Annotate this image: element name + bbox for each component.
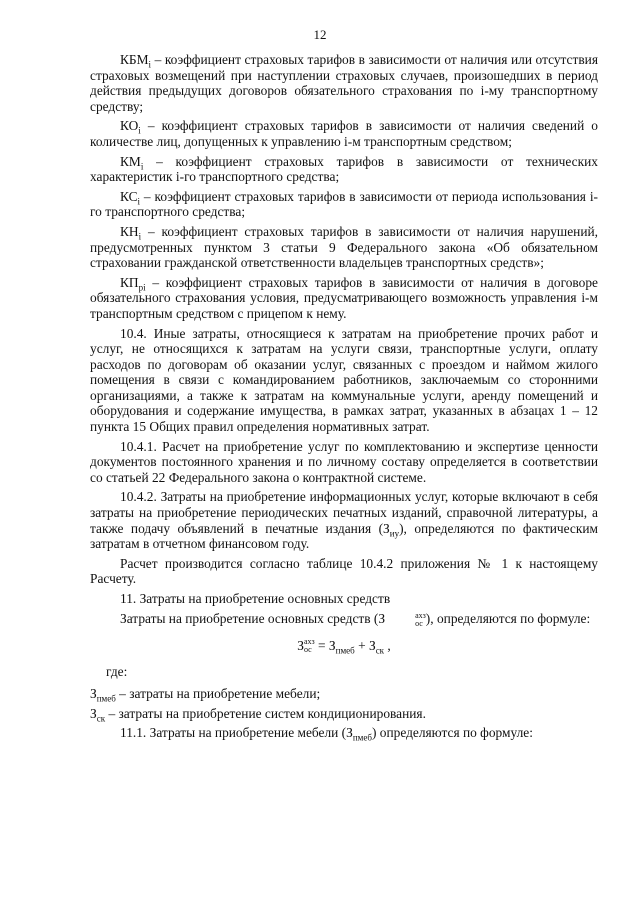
definition-kp: $КП_{pi}$ – коэффициент страховых тарифов в зависимости от наличия в договоре обязательного страхования условия, предусматривающего возможность управления i-м транспортным средством с прицепом к нему.	[90, 274, 598, 321]
definition-text: – коэффициент страховых тарифов в зависимости от технических характеристик i-го транспортного средства;	[90, 153, 598, 185]
definition-km: $КМ_i$ – коэффициент страховых тарифов в зависимости от технических характеристик i-го транспортного средства;	[90, 153, 598, 185]
definition-ks: $КС_i$ – коэффициент страховых тарифов в зависимости от периода использования i-го транспортного средства;	[90, 188, 598, 220]
definition-text: – коэффициент страховых тарифов в зависимости от наличия или отсутствия страховых возмещений при наступлении страховых случаев, произошедших в период действия предыдущих договоров обязательного страхования по i-му транспортному средству;	[90, 52, 598, 114]
document-body	[90, 52, 598, 745]
symbol: КС	[120, 188, 138, 204]
paragraph-11-intro: Затраты на приобретение основных средств (З axз ос ), определяются по формуле:	[120, 610, 591, 628]
definition-text: – коэффициент страховых тарифов в зависимости от наличия нарушений, предусмотренных пунктом 3 статьи 9 Федерального закона «Об обязательном страховании гражданской ответственности владельцев транспортных средств»;	[90, 223, 598, 271]
definition-text: – коэффициент страховых тарифов в зависимости от наличия в договоре обязательного страхования условия, предусматривающего возможность управления i-м транспортным средством с прицепом к нему.	[90, 274, 598, 321]
section-heading-11: 11. Затраты на приобретение основных средств	[120, 591, 391, 606]
symbol: КБМ	[120, 52, 149, 67]
definition-conditioning: $З_{ск}$ – затраты на приобретение систем кондиционирования.	[90, 705, 426, 724]
superscript-subscript: axз ос	[415, 610, 426, 628]
paragraph-10-4-2: 10.4.2. Затраты на приобретение информационных услуг, которые включают в себя затраты на приобретение периодических печатных изданий, справочной литературы, а также подачу объявлений в печатные издания $(З_{иу})$, определяются по фактическим затратам в отчетном финансовом году.	[90, 489, 598, 552]
symbol: КО	[120, 118, 139, 134]
paragraph-11-1: 11.1. Затраты на приобретение мебели $(З_{пмеб})$ определяются по формуле:	[120, 725, 533, 743]
paragraph-10-4: 10.4. Иные затраты, относящиеся к затратам на приобретение прочих работ и услуг, не относящихся к затратам на услуги связи, транспортные услуги, оплату расходов по договорам об оказании услуг, связанных с проездом и наймом жилого помещения в связи с командированием работников, заключаемым со сторонними организациями, а также к затратам на коммунальные услуги, аренду помещений и оборудования и содержание имущества, в рамках затрат, указанных в абзацах 1 – 12 пункта 15 Общих правил определения нормативных затрат.	[90, 325, 598, 435]
definition-text: – коэффициент страховых тарифов в зависимости от наличия сведений о количестве лиц, допущенных к управлению i-м транспортным средством;	[90, 118, 598, 149]
symbol: КП	[120, 274, 139, 290]
symbol: КМ	[120, 153, 141, 169]
definition-ko: $КО_i$ – коэффициент страховых тарифов в зависимости от наличия сведений о количестве лиц, допущенных к управлению i-м транспортным средством;	[90, 118, 598, 149]
formula: З axз ос = $З_{пмеб} + З_{ск}$ ,	[297, 637, 391, 656]
page-number: 12	[313, 27, 327, 42]
definition-text: – коэффициент страховых тарифов в зависимости от периода использования i-го транспортного средства;	[90, 188, 598, 220]
where-label: где:	[106, 664, 128, 680]
definition-kn: $КН_i$ – коэффициент страховых тарифов в зависимости от наличия нарушений, предусмотренных пунктом 3 статьи 9 Федерального закона «Об обязательном страховании гражданской ответственности владельцев транспортных средств»;	[90, 223, 598, 271]
paragraph-calculation: Расчет производится согласно таблице 10.4.2 приложения № 1 к настоящему Расчету.	[90, 555, 598, 587]
definition-kbm: $КБМ_i$ – коэффициент страховых тарифов в зависимости от наличия или отсутствия страховых возмещений при наступлении страховых случаев, произошедших в период действия предыдущих договоров обязательного страхования по i-му транспортному средству;	[90, 52, 598, 114]
definition-furniture: $З_{пмеб}$ – затраты на приобретение мебели;	[90, 686, 321, 704]
symbol: КН	[120, 223, 139, 239]
paragraph-10-4-1: 10.4.1. Расчет на приобретение услуг по комплектованию и экспертизе ценности документов постоянного хранения и по личному составу определяется в соответствии со статьей 22 Федерального закона о контрактной системе.	[90, 438, 598, 485]
